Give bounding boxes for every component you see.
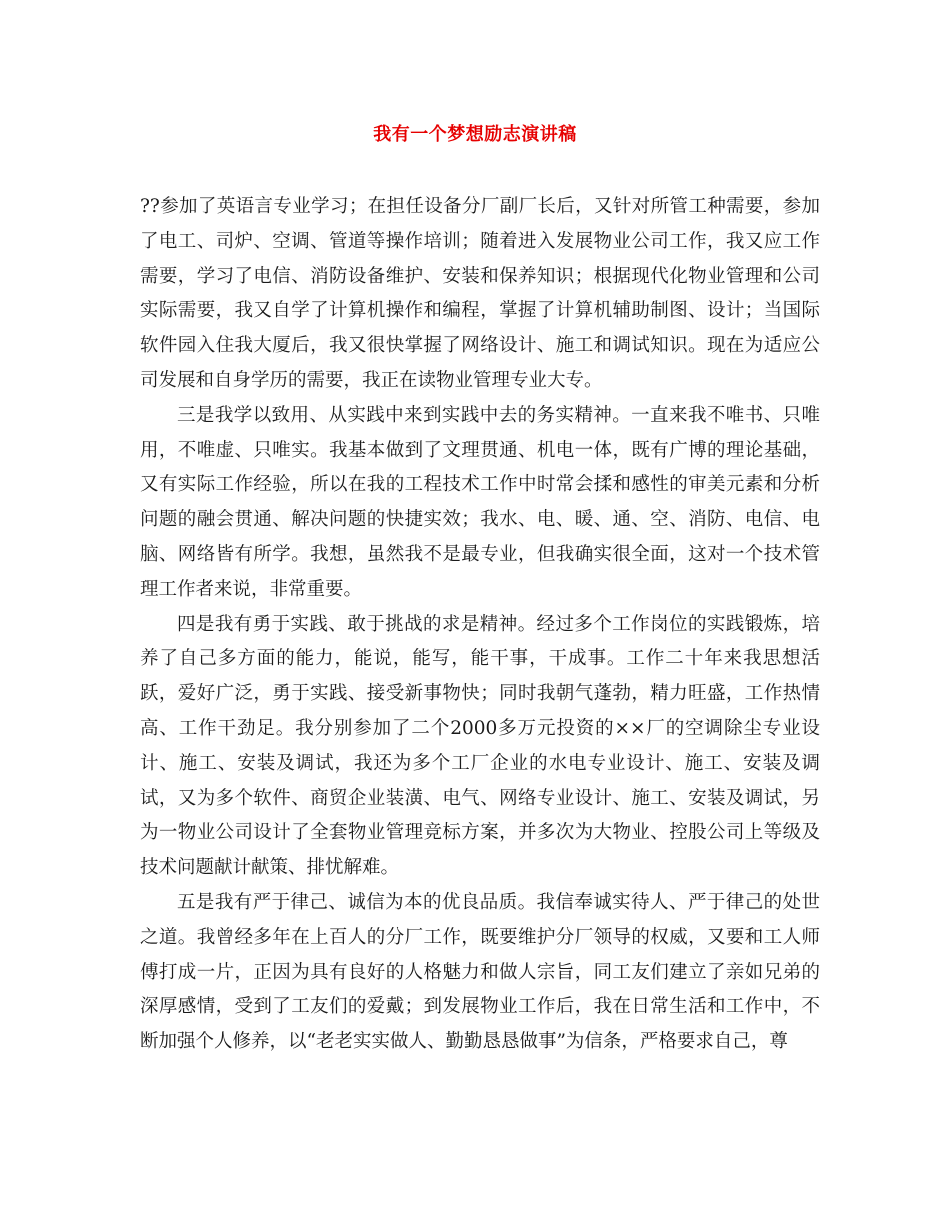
- paragraph-1: ??参加了英语言专业学习；在担任设备分厂副厂长后，又针对所管工种需要，参加了电工、司炉、空调、管道等操作培训；随着进入发展物业公司工作，我又应工作需要，学习了电信、消防设备维护、安装和保养知识；根据现代化物业管理和公司实际需要，我又自学了计算机操作和编程，掌握了计算机辅助制图、设计；当国际软件园入住我大厦后，我又很快掌握了网络设计、施工和调试知识。现在为适应公司发展和自身学历的需要，我正在读物业管理专业大专。: [140, 196, 820, 391]
- paragraph-3: 四是我有勇于实践、敢于挑战的求是精神。经过多个工作岗位的实践锻炼，培养了自己多方面的能力，能说，能写，能干事，干成事。工作二十年来我思想活跃，爱好广泛，勇于实践、接受新事物快；同时我朝气蓬勃，精力旺盛，工作热情高、工作干劲足。我分别参加了二个2000多万元投资的××厂的空调除尘专业设计、施工、安装及调试，我还为多个工厂企业的水电专业设计、施工、安装及调试，又为多个软件、商贸企业装潢、电气、网络专业设计、施工、安装及调试，另为一物业公司设计了全套物业管理竞标方案，并多次为大物业、控股公司上等级及技术问题献计献策、排忧解难。: [140, 613, 820, 879]
- document-body: [140, 190, 820, 1060]
- document-title: 我有一个梦想励志演讲稿: [373, 124, 577, 145]
- paragraph-2: 三是我学以致用、从实践中来到实践中去的务实精神。一直来我不唯书、只唯用，不唯虚、只唯实。我基本做到了文理贯通、机电一体，既有广博的理论基础，又有实际工作经验，所以在我的工程技术工作中时常会揉和感性的审美元素和分析问题的融会贯通、解决问题的快捷实效；我水、电、暖、通、空、消防、电信、电脑、网络皆有所学。我想，虽然我不是最专业，但我确实很全面，这对一个技术管理工作者来说，非常重要。: [140, 404, 820, 600]
- paragraph-4: 五是我有严于律己、诚信为本的优良品质。我信奉诚实待人、严于律己的处世之道。我曾经多年在上百人的分厂工作，既要维护分厂领导的权威，又要和工人师傅打成一片，正因为具有良好的人格魅力和做人宗旨，同工友们建立了亲如兄弟的深厚感情，受到了工友们的爱戴；到发展物业工作后，我在日常生活和工作中，不断加强个人修养，以“老老实实做人、勤勤恳恳做事”为信条，严格要求自己，尊: [140, 891, 820, 1053]
